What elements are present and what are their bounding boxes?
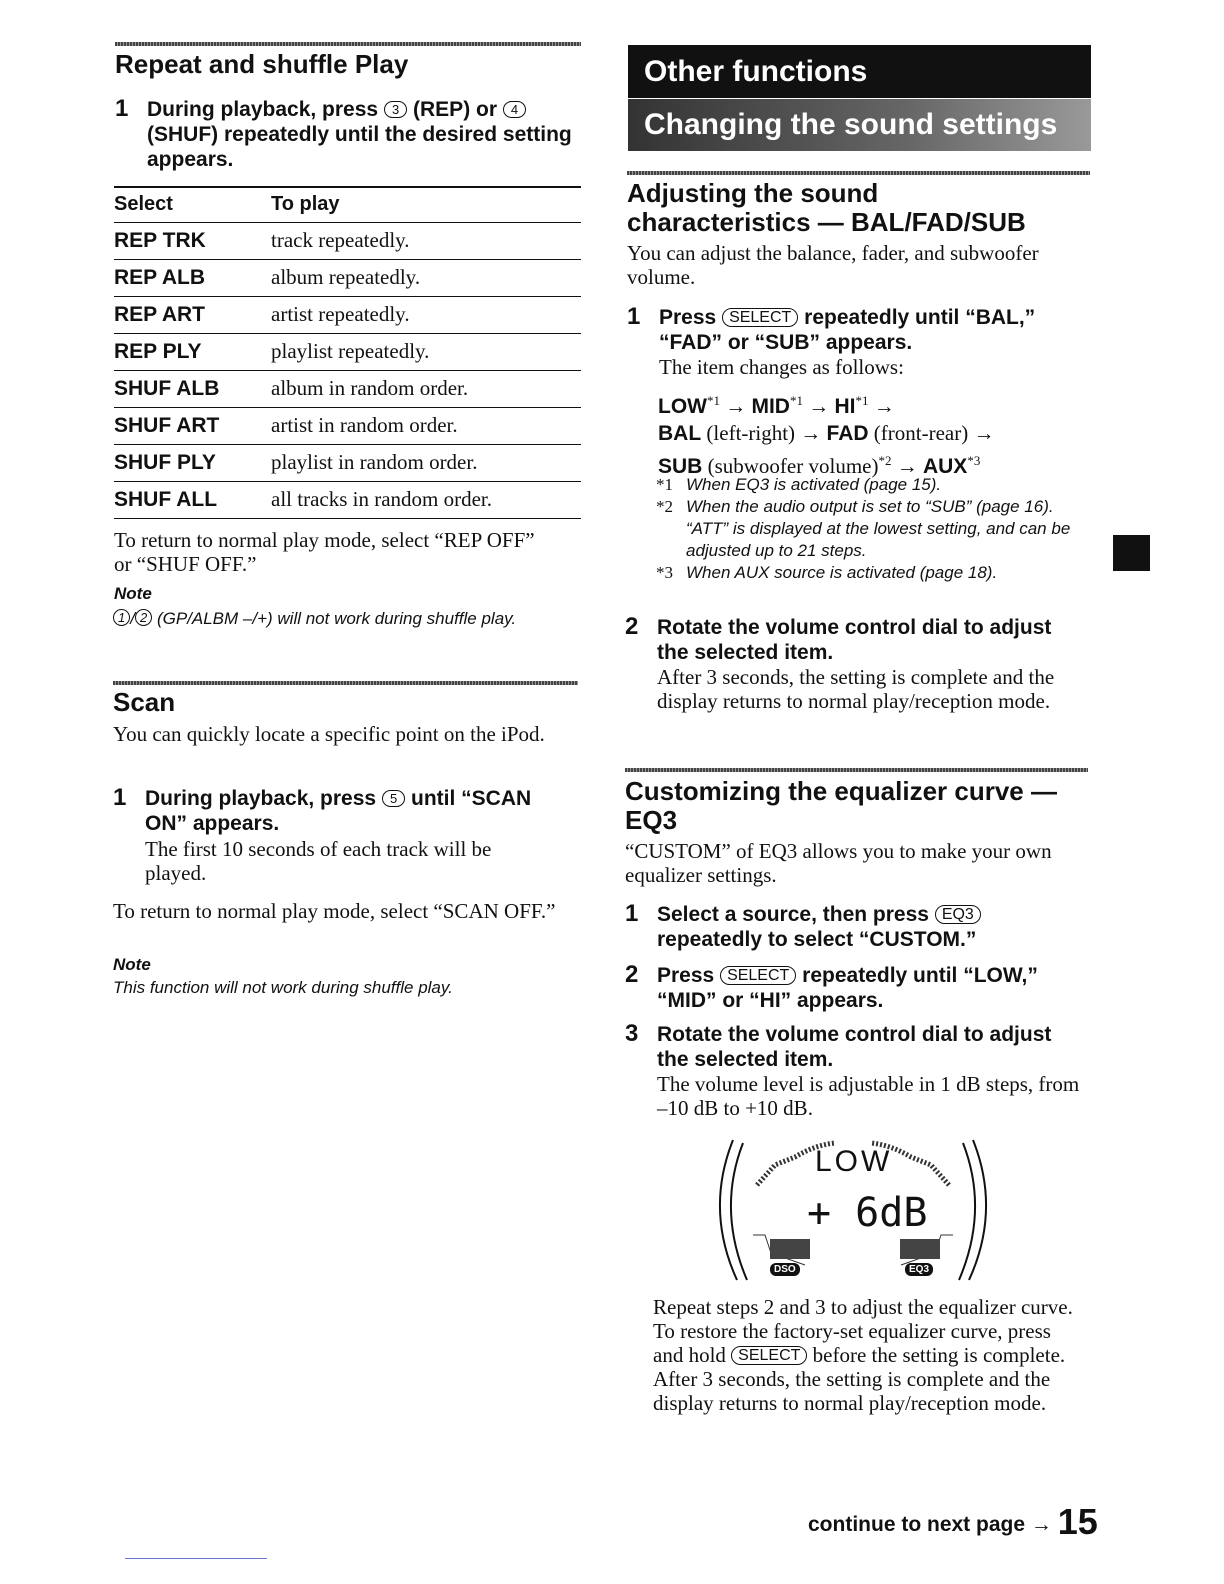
step-text: Press [657,964,715,987]
cell: all tracks in random order. [271,481,581,518]
step-text: Select a source, then press [657,903,929,926]
step-1-scan [113,786,553,885]
table-row [114,481,581,518]
table-row [114,444,581,481]
step-text: Rotate the volume control dial to adjust the selected item. [657,616,1052,664]
footnote-text: When EQ3 is activated (page 15). [686,475,942,494]
button-5-icon: 5 [382,790,405,807]
table-row [114,296,581,333]
dso-badge: DSO [770,1263,800,1276]
footnote-mark: *3 [656,563,673,582]
paragraph: Repeat steps 2 and 3 to adjust the equalizer curve. [653,1295,1073,1319]
eq3-badge: EQ3 [905,1263,933,1276]
footnote-mark: *3 [967,453,981,468]
arrow-icon: → [725,394,747,418]
arrow-icon: → [808,394,830,418]
text: To restore the factory-set equalizer curve, press and hold [653,1319,1051,1367]
note-text: This function will not work during shuffle play. [113,978,453,997]
step-text: Rotate the volume control dial to adjust the selected item. [657,1023,1052,1071]
footnote-mark: *1 [789,393,803,408]
table-row [114,407,581,444]
step-text: (REP) or [413,98,498,121]
section-rule [115,42,581,46]
arrow-icon: → [800,421,822,445]
arrow-icon: → [896,454,918,478]
table-row [114,370,581,407]
step-number: 1 [625,900,639,927]
lcd-display-illustration [715,1135,991,1285]
lcd-line-2: + 6dB [807,1190,928,1236]
cell: track repeatedly. [271,222,581,259]
lcd-line-1: LOW [815,1145,893,1178]
section-title-eq: Customizing the equalizer curve — EQ3 [625,776,1057,835]
page-number: 15 [1057,1501,1098,1542]
footnote [656,496,1091,562]
cell: artist repeatedly. [271,296,581,333]
cell: SHUF ART [114,407,271,444]
scan-intro: You can quickly locate a specific point on the iPod. [113,722,545,746]
note-text: 1 / 2 (GP/ALBM –/+) will not work during shuffle play. [113,608,563,630]
step-number: 2 [625,613,639,640]
seq-desc: (subwoofer volume) [707,454,879,478]
eq-after-text [653,1295,1073,1415]
cell: playlist repeatedly. [271,333,581,370]
step-text: repeatedly to select “CUSTOM.” [657,928,977,951]
cell: REP PLY [114,333,271,370]
thumb-index-tab [1113,535,1150,571]
footnotes [656,474,1091,584]
scan-return-text: To return to normal play mode, select “SCAN OFF.” [113,899,556,923]
seq-item: AUX [922,455,968,478]
item-sequence [658,387,1078,480]
step-text: repeatedly until “LOW,” “MID” or “HI” appears. [657,964,1038,1012]
seq-item: FAD [826,422,869,445]
cell: album in random order. [271,370,581,407]
paragraph [653,1319,1073,1367]
section-title-adjust: Adjusting the sound characteristics — BAL/FAD/SUB [627,178,1026,237]
select-button-icon: SELECT [722,308,798,327]
step-text: During playback, press [145,787,377,810]
table-row [114,259,581,296]
paragraph: After 3 seconds, the setting is complete and the display returns to normal play/reception mode. [653,1367,1051,1415]
footnote-text: When the audio output is set to “SUB” (page 16). “ATT” is displayed at the lowest setting, and can be adjusted up to 21 steps. [686,497,1071,560]
cell: album repeatedly. [271,259,581,296]
table-row [114,222,581,259]
seq-desc: (front-rear) [873,421,969,445]
button-4-icon: 4 [503,101,526,118]
step-text: (SHUF) repeatedly until the desired setting appears. [147,123,572,171]
seq-item: HI [834,395,856,418]
step-number: 1 [113,784,127,811]
cell: playlist in random order. [271,444,581,481]
text: before the setting is complete. [812,1343,1066,1367]
note-label: Note [114,584,152,603]
step-2-eq [625,963,1065,1013]
section-rule [113,681,578,685]
note-label: Note [113,955,151,974]
arrow-icon: → [1030,1513,1052,1536]
footnote-mark: *2 [878,453,892,468]
step-desc: After 3 seconds, the setting is complete and the display returns to normal play/reception mode. [657,665,1055,713]
section-title-scan: Scan [113,687,176,717]
step-number: 2 [625,961,639,988]
footnote [656,474,1091,496]
step-2-adjust [625,615,1055,713]
eq3-button-icon: EQ3 [935,905,981,924]
step-3-eq [625,1022,1080,1120]
cell: REP ALB [114,259,271,296]
arrow-icon: → [873,394,895,418]
step-desc: The item changes as follows: [659,355,904,379]
footnote-mark: *2 [656,497,673,516]
section-rule [625,768,1088,772]
select-button-icon: SELECT [720,966,796,985]
continue-text: continue to next page [808,1513,1026,1536]
note-body: (GP/ALBM –/+) will not work during shuffle play. [156,609,517,628]
continue-label [808,1502,1098,1545]
step-1-repeat [115,97,575,172]
arrow-icon: → [973,421,995,445]
step-number: 3 [625,1020,639,1047]
divider [125,1558,267,1559]
table-row [114,333,581,370]
footnote-mark: *1 [706,393,720,408]
footnote-mark: *1 [855,393,869,408]
eq-intro: “CUSTOM” of EQ3 allows you to make your own equalizer settings. [625,839,1052,887]
seq-item: BAL [658,422,702,445]
step-desc: The first 10 seconds of each track will be played. [145,837,492,885]
section-banner: Other functions [628,45,1091,98]
seq-desc: (left-right) [706,421,796,445]
seq-item: LOW [658,395,707,418]
select-button-icon: SELECT [731,1346,807,1365]
section-rule [627,171,1090,175]
cell: SHUF ALL [114,481,271,518]
cell: REP TRK [114,222,271,259]
step-text: During playback, press [147,98,379,121]
cell: SHUF ALB [114,370,271,407]
step-1-adjust [627,305,1067,379]
step-number: 1 [115,95,129,122]
step-text: Press [659,306,717,329]
step-1-eq [625,902,1065,952]
col-header: To play [271,188,581,222]
step-text: repeatedly until “BAL,” “FAD” or “SUB” appears. [659,306,1036,354]
button-3-icon: 3 [384,101,407,118]
seq-item: SUB [658,455,703,478]
cell: REP ART [114,296,271,333]
cell: artist in random order. [271,407,581,444]
step-number: 1 [627,303,641,330]
return-text: To return to normal play mode, select “REP OFF” or “SHUF OFF.” [114,528,535,576]
button-2-icon: 2 [135,609,152,626]
footnote-mark: *1 [656,475,673,494]
repeat-table [114,186,581,519]
footnote-text: When AUX source is activated (page 18). [686,563,998,582]
cell: SHUF PLY [114,444,271,481]
subsection-banner: Changing the sound settings [628,99,1091,151]
adjust-intro: You can adjust the balance, fader, and subwoofer volume. [627,241,1039,289]
seq-item: MID [751,395,790,418]
section-title-repeat: Repeat and shuffle Play [115,49,409,79]
footnote [656,562,1091,584]
button-1-icon: 1 [113,609,130,626]
step-text: until “SCAN ON” appears. [145,787,532,835]
col-header: Select [114,188,271,222]
step-desc: The volume level is adjustable in 1 dB steps, from –10 dB to +10 dB. [657,1072,1080,1120]
